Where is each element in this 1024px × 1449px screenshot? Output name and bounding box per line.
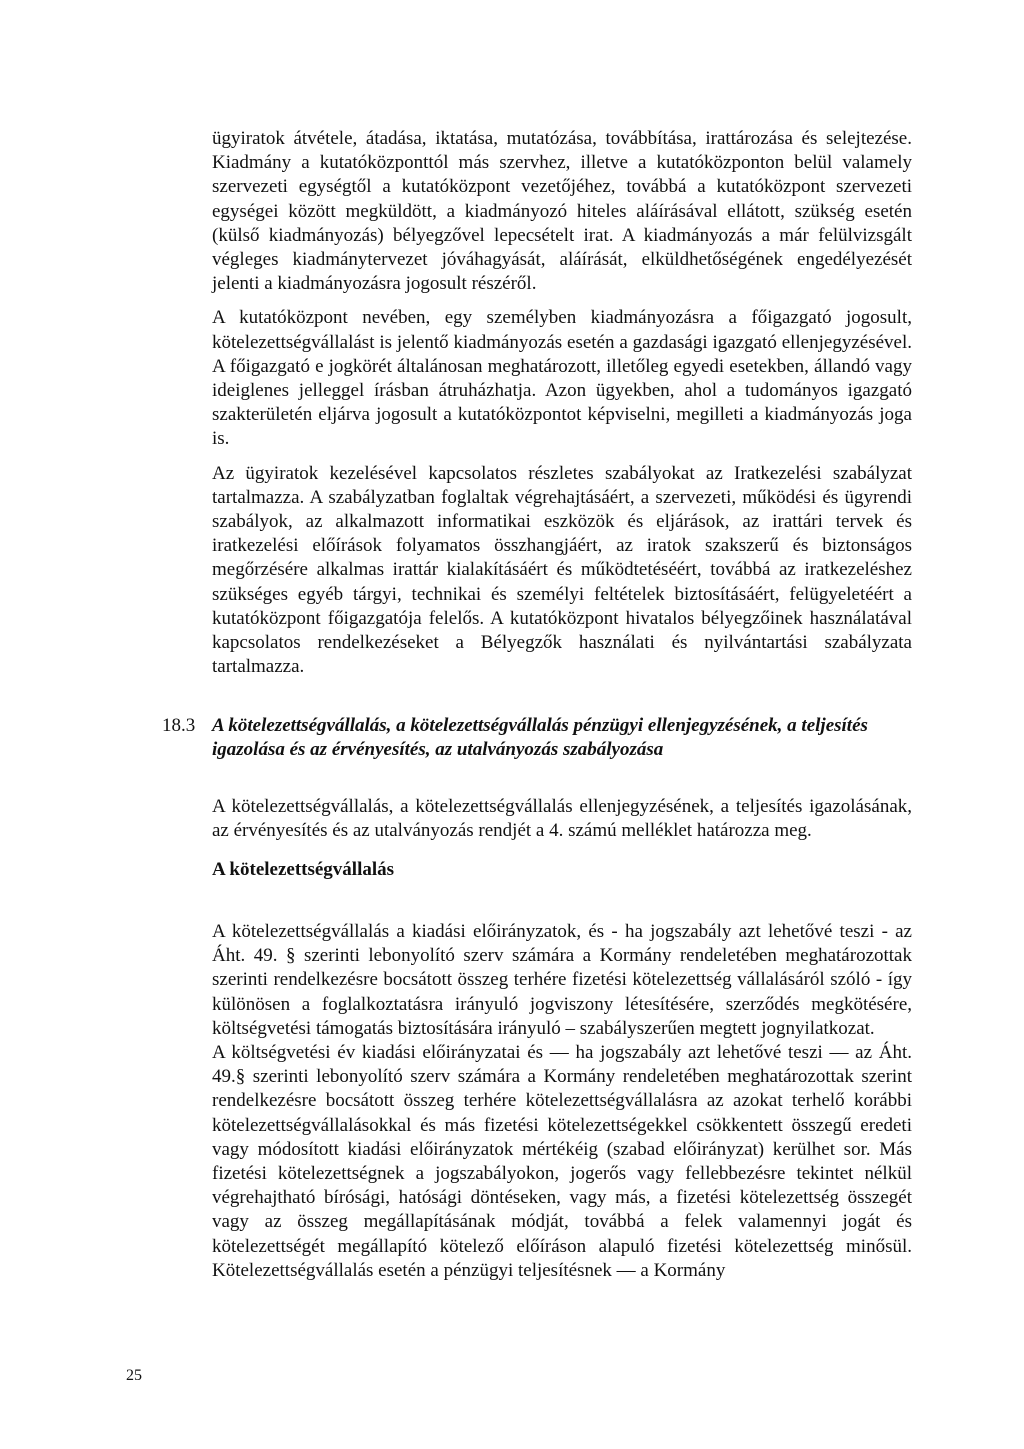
section-title: A kötelezettségvállalás, a kötelezettségvállalás pénzügyi ellenjegyzésének, a teljesítés igazolása és az érvényesítés, az utalványozás szabályozása (212, 715, 868, 761)
body-text-bottom (212, 920, 912, 1283)
paragraph: A kutatóközpont nevében, egy személyben kiadmányozásra a főigazgató jogosult, kötelezettségvállalást is jelentő kiadmányozás esetén a gazdasági igazgató ellenjegyzésével. A főigazgató e jogkörét általánosan meghatározott, illetőleg egyedi esetekben, állandó vagy ideiglenes jelleggel írásban átruházhatja. Azon ügyekben, ahol a tudományos igazgató szakterületén eljárva jogosult a kutatóközpontot képviselni, megilleti a kiadmányozás joga is. (212, 307, 912, 450)
section-heading (162, 714, 912, 762)
section-number: 18.3 (162, 715, 196, 736)
subheading: A kötelezettségvállalás (212, 859, 395, 880)
paragraph: A kötelezettségvállalás a kiadási előirányzatok, és - ha jogszabály azt lehetővé teszi - az Áht. 49. § szerinti lebonyolító szerv számára a Kormány rendeletében meghatározottak szerinti rendelkezésre bocsátott összeg terhére fizetési kötelezettség vállalásáról szóló - így különösen a foglalkoztatásra irányuló jogviszony létesítésére, szerződés megkötésére, költségvetési támogatás biztosítására irányuló – szabályszerűen megtett jognyilatkozat. (212, 921, 912, 1039)
page-number: 25 (126, 1367, 142, 1384)
paragraph: A költségvetési év kiadási előirányzatai és — ha jogszabály azt lehetővé teszi — az Áht. 49.§ szerinti lebonyolító szerv számára a Kormány rendeletében meghatározottak szerint rendelkezésre bocsátott összeg terhére kötelezettségvállalásra az azokat terhelő korábbi kötelezettségvállalásokkal és más fizetési kötelezettségekkel csökkentett összegű eredeti vagy módosított kiadási előirányzatok mértékéig (szabad előirányzat) kerülhet sor. Más fizetési kötelezettségnek a jogszabályokon, jogerős vagy fellebbezésre tekintet nélkül végrehajtható bírósági, hatósági döntéseken, vagy más, a fizetési kötelezettség összegét vagy az összeg megállapításának módját, továbbá a felek valamennyi jogát és kötelezettségét megállapító kötelező előíráson alapuló fizetési kötelezettség minősül. Kötelezettségvállalás esetén a pénzügyi teljesítésnek — a Kormány (212, 1042, 912, 1281)
paragraph: Az ügyiratok kezelésével kapcsolatos részletes szabályokat az Iratkezelési szabályzat tartalmazza. A szabályzatban foglaltak végrehajtásáért, a szervezeti, működési és ügyrendi szabályok, az alkalmazott informatikai eszközök és eljárások, az irattári tervek és iratkezelési előírások folyamatos összhangjáért, az iratok szakszerű és biztonságos megőrzésére alkalmas irattár kialakításáért és működtetéséért, továbbá az iratkezeléshez szükséges egyéb tárgyi, technikai és személyi feltételek biztosításáért, felügyeletéért a kutatóközpont főigazgatója felelős. A kutatóközpont hivatalos bélyegzőinek használatával kapcsolatos rendelkezéseket a Bélyegzők használati és nyilvántartási szabályzata tartalmazza. (212, 462, 912, 678)
paragraph: A kötelezettségvállalás, a kötelezettségvállalás ellenjegyzésének, a teljesítés igazolásának, az érvényesítés és az utalványozás rendjét a 4. számú melléklet határozza meg. (212, 796, 912, 842)
section-intro (212, 795, 912, 843)
body-text-top (212, 127, 912, 679)
paragraph: ügyiratok átvétele, átadása, iktatása, mutatózása, továbbítása, irattározása és selejtezése. Kiadmány a kutatóközponttól más szervhez, illetve a kutatóközponton belül valamely szervezeti egységtől a kutatóközpont vezetőjéhez, továbbá a kutatóközpont szervezeti egységei között megküldött, a kiadmányozó hiteles aláírásával ellátott, szükség esetén (külső kiadmányozás) bélyegzővel lepecsételt irat. A kiadmányozás a már felülvizsgált végleges kiadmánytervezet jóváhagyását, aláírását, elküldhetőségének engedélyezését jelenti a kiadmányozásra jogosult részéről. (212, 128, 912, 295)
